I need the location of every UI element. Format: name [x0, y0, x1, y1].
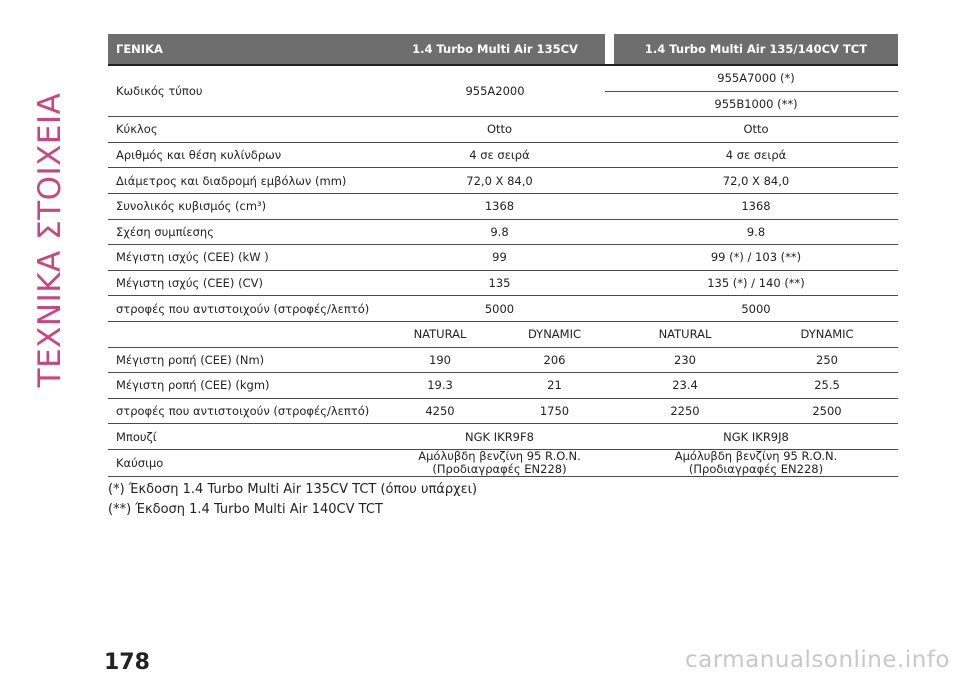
- value: 206: [495, 347, 614, 373]
- table-row: [108, 296, 898, 322]
- row-label: Μέγιστη ισχύς (CEE) (CV): [108, 270, 385, 296]
- value-a: 99: [385, 245, 614, 271]
- row-label: Μέγιστη ροπή (CEE) (Nm): [108, 347, 385, 373]
- table-row: [108, 347, 898, 373]
- value-b: 9.8: [614, 219, 898, 245]
- row-label: Κωδικός τύπου: [108, 65, 385, 117]
- specs-table: [108, 34, 898, 477]
- table-row: [108, 117, 898, 143]
- row-label: Σχέση συμπίεσης: [108, 219, 385, 245]
- row-label: στροφές που αντιστοιχούν (στροφές/λεπτό): [108, 296, 385, 322]
- row-label-empty: [108, 321, 385, 347]
- table-row: [108, 142, 898, 168]
- fuel-b-line1: Αμόλυβδη βενζίνη 95 R.O.N.: [674, 448, 838, 463]
- engine-code-b2: 955B1000 (**): [614, 91, 898, 117]
- table-row: [108, 449, 898, 476]
- table-row: [108, 424, 898, 450]
- header-gap: [605, 34, 614, 65]
- cell-gap: [605, 91, 614, 117]
- value-b: Otto: [614, 117, 898, 143]
- value-b: 4 σε σειρά: [614, 142, 898, 168]
- cell-gap: [605, 65, 614, 91]
- mode-a-dynamic: DYNAMIC: [495, 321, 614, 347]
- fuel-a-line1: Αμόλυβδη βενζίνη 95 R.O.N.: [418, 448, 581, 463]
- fuel-b-line2: (Προδιαγραφές EN228): [688, 461, 824, 476]
- table-row-modes: [108, 321, 898, 347]
- value: 190: [385, 347, 495, 373]
- value: 230: [614, 347, 756, 373]
- table-row: [108, 219, 898, 245]
- row-label: Μπουζί: [108, 424, 385, 450]
- mode-a-natural: NATURAL: [385, 321, 495, 347]
- table-row: [108, 193, 898, 219]
- section-title-text: ΤΕΧΝΙΚΑ ΣΤΟΙΧΕΙΑ: [32, 92, 68, 388]
- value-b: 99 (*) / 103 (**): [614, 245, 898, 271]
- mode-b-natural: NATURAL: [614, 321, 756, 347]
- page-number: 178: [104, 650, 150, 675]
- row-label: Διάμετρος και διαδρομή εμβόλων (mm): [108, 168, 385, 194]
- engine-code-a: 955A2000: [385, 65, 605, 117]
- footnote-1: (*) Έκδοση 1.4 Turbo Multi Air 135CV TCT (όπου υπάρχει): [108, 482, 478, 497]
- mode-b-dynamic: DYNAMIC: [756, 321, 898, 347]
- spark-plug-a: NGK IKR9F8: [385, 424, 614, 450]
- value-b: 1368: [614, 193, 898, 219]
- table-row: [108, 398, 898, 424]
- fuel-a-line2: (Προδιαγραφές EN228): [432, 461, 567, 476]
- value: 250: [756, 347, 898, 373]
- table-row: [108, 373, 898, 399]
- value-a: Otto: [385, 117, 614, 143]
- row-label: Μέγιστη ισχύς (CEE) (kW ): [108, 245, 385, 271]
- row-label: Καύσιμο: [108, 449, 385, 476]
- value-a: 135: [385, 270, 614, 296]
- row-label: Αριθμός και θέση κυλίνδρων: [108, 142, 385, 168]
- header-col-a: 1.4 Turbo Multi Air 135CV: [385, 34, 605, 65]
- value: 1750: [495, 398, 614, 424]
- table-row: [108, 245, 898, 271]
- header-general: ΓΕΝΙΚΑ: [108, 34, 385, 65]
- fuel-a: [385, 449, 614, 476]
- value: 23.4: [614, 373, 756, 399]
- row-label: Συνολικός κυβισμός (cm³): [108, 193, 385, 219]
- value-a: 1368: [385, 193, 614, 219]
- watermark: carmanualsonline.info: [684, 647, 950, 673]
- value: 2500: [756, 398, 898, 424]
- engine-code-b1: 955A7000 (*): [614, 65, 898, 91]
- value-a: 9.8: [385, 219, 614, 245]
- table-header-row: [108, 34, 898, 65]
- fuel-b: [614, 449, 898, 476]
- value-a: 72,0 X 84,0: [385, 168, 614, 194]
- header-col-b: 1.4 Turbo Multi Air 135/140CV TCT: [614, 34, 898, 65]
- row-label: Κύκλος: [108, 117, 385, 143]
- value-b: 72,0 X 84,0: [614, 168, 898, 194]
- value: 21: [495, 373, 614, 399]
- row-label: στροφές που αντιστοιχούν (στροφές/λεπτό): [108, 398, 385, 424]
- spark-plug-b: NGK IKR9J8: [614, 424, 898, 450]
- table-row: [108, 65, 898, 91]
- row-label: Μέγιστη ροπή (CEE) (kgm): [108, 373, 385, 399]
- value-a: 5000: [385, 296, 614, 322]
- value: 4250: [385, 398, 495, 424]
- value-a: 4 σε σειρά: [385, 142, 614, 168]
- value: 19.3: [385, 373, 495, 399]
- value-b: 135 (*) / 140 (**): [614, 270, 898, 296]
- footnote-2: (**) Έκδοση 1.4 Turbo Multi Air 140CV TCT: [108, 502, 383, 517]
- table-row: [108, 168, 898, 194]
- table-row: [108, 270, 898, 296]
- value: 2250: [614, 398, 756, 424]
- value: 25.5: [756, 373, 898, 399]
- value-b: 5000: [614, 296, 898, 322]
